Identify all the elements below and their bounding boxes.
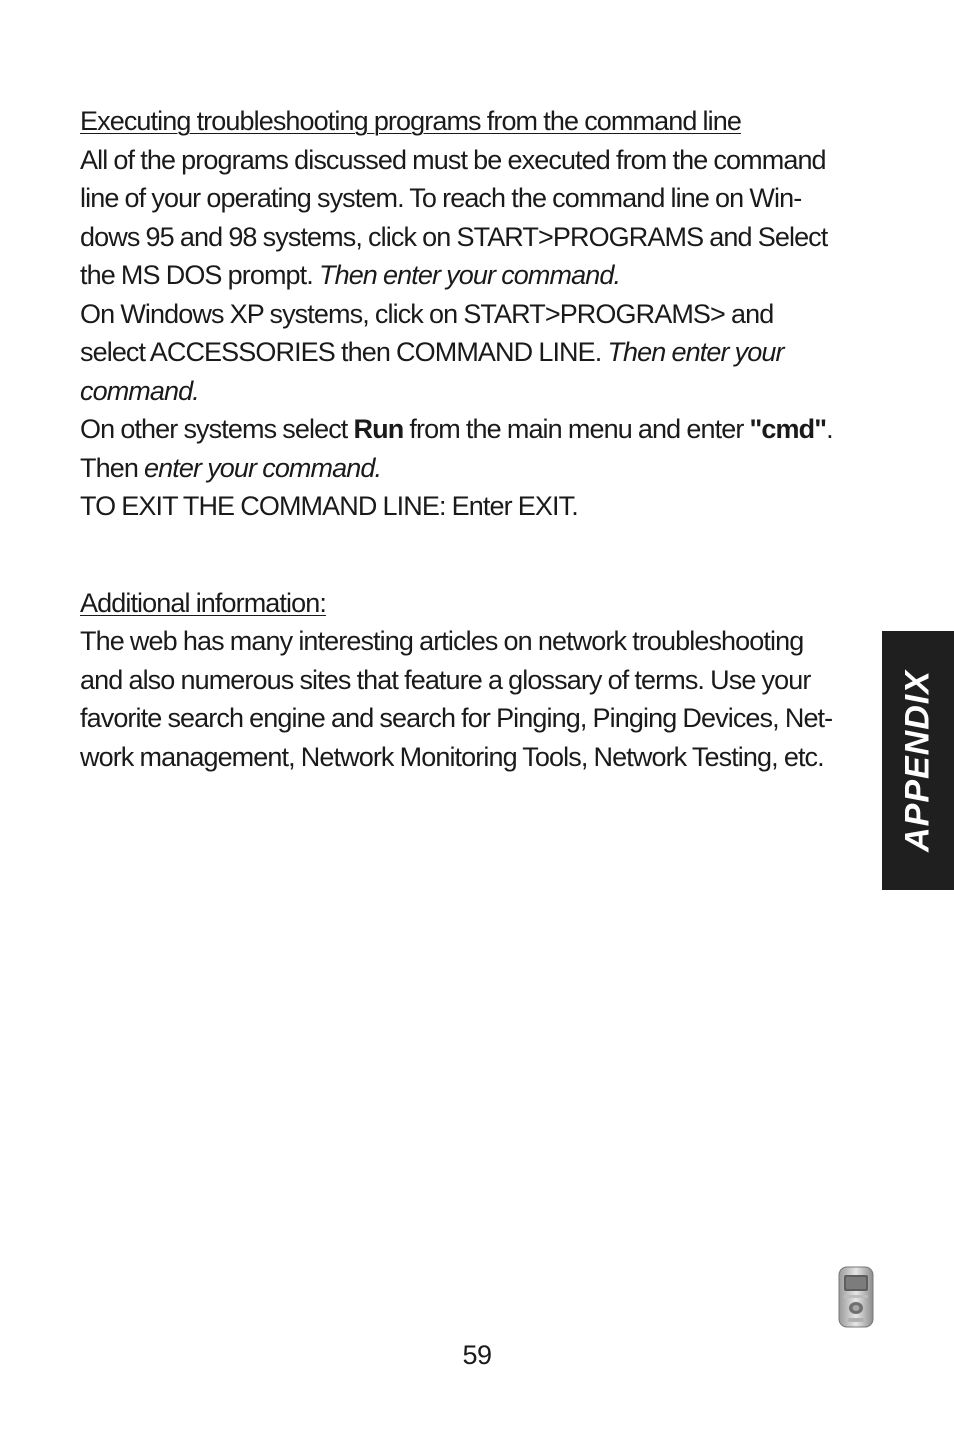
bold-text-run: Run (353, 414, 404, 444)
paragraph-line: dows 95 and 98 systems, click on START>PROGRAMS and Select (80, 221, 828, 252)
text-run: Then (80, 452, 145, 483)
paragraph-line: line of your operating system. To reach the command line on Win- (80, 183, 802, 213)
paragraph-line: All of the programs discussed must be executed from the command (80, 144, 826, 175)
paragraph-line: The web has many interesting articles on network troubleshooting (80, 626, 804, 656)
section-heading-additional-info: Additional information: (80, 587, 326, 618)
paragraph-line: On Windows XP systems, click on START>PROGRAMS> and (80, 298, 774, 329)
text-run: . (826, 414, 833, 444)
italic-text: Then enter your command. (318, 260, 621, 290)
italic-text: Then enter your (607, 337, 784, 367)
italic-text: command. (80, 375, 199, 406)
text-run: from the main menu and enter (403, 414, 750, 444)
paragraph-line: TO EXIT THE COMMAND LINE: Enter EXIT. (80, 491, 578, 521)
bold-text-cmd: "cmd" (749, 414, 827, 444)
page-content (80, 102, 892, 776)
paragraph-line (80, 449, 892, 488)
paragraph-line: favorite search engine and search for Pinging, Pinging Devices, Net- (80, 703, 833, 733)
paragraph-line: and also numerous sites that feature a glossary of terms. Use your (80, 664, 811, 695)
italic-text: enter your command. (144, 452, 382, 483)
page-number: 59 (462, 1340, 492, 1370)
paragraph-line (80, 333, 892, 372)
text-run: the MS DOS prompt. (80, 260, 319, 290)
paragraph-line (80, 410, 892, 449)
paragraph-line (80, 256, 892, 295)
paragraph-line: work management, Network Monitoring Tools, Network Testing, etc. (80, 741, 824, 772)
text-run: select ACCESSORIES then COMMAND LINE. (80, 337, 608, 367)
text-run: On other systems select (80, 414, 354, 444)
appendix-tab-label: APPENDIX (898, 669, 937, 852)
appendix-side-tab (882, 631, 954, 890)
section-heading-command-line: Executing troubleshooting programs from the command line (80, 106, 741, 136)
paragraph-line (80, 372, 892, 411)
section-spacer (80, 526, 892, 584)
handheld-device-icon (838, 1266, 874, 1328)
